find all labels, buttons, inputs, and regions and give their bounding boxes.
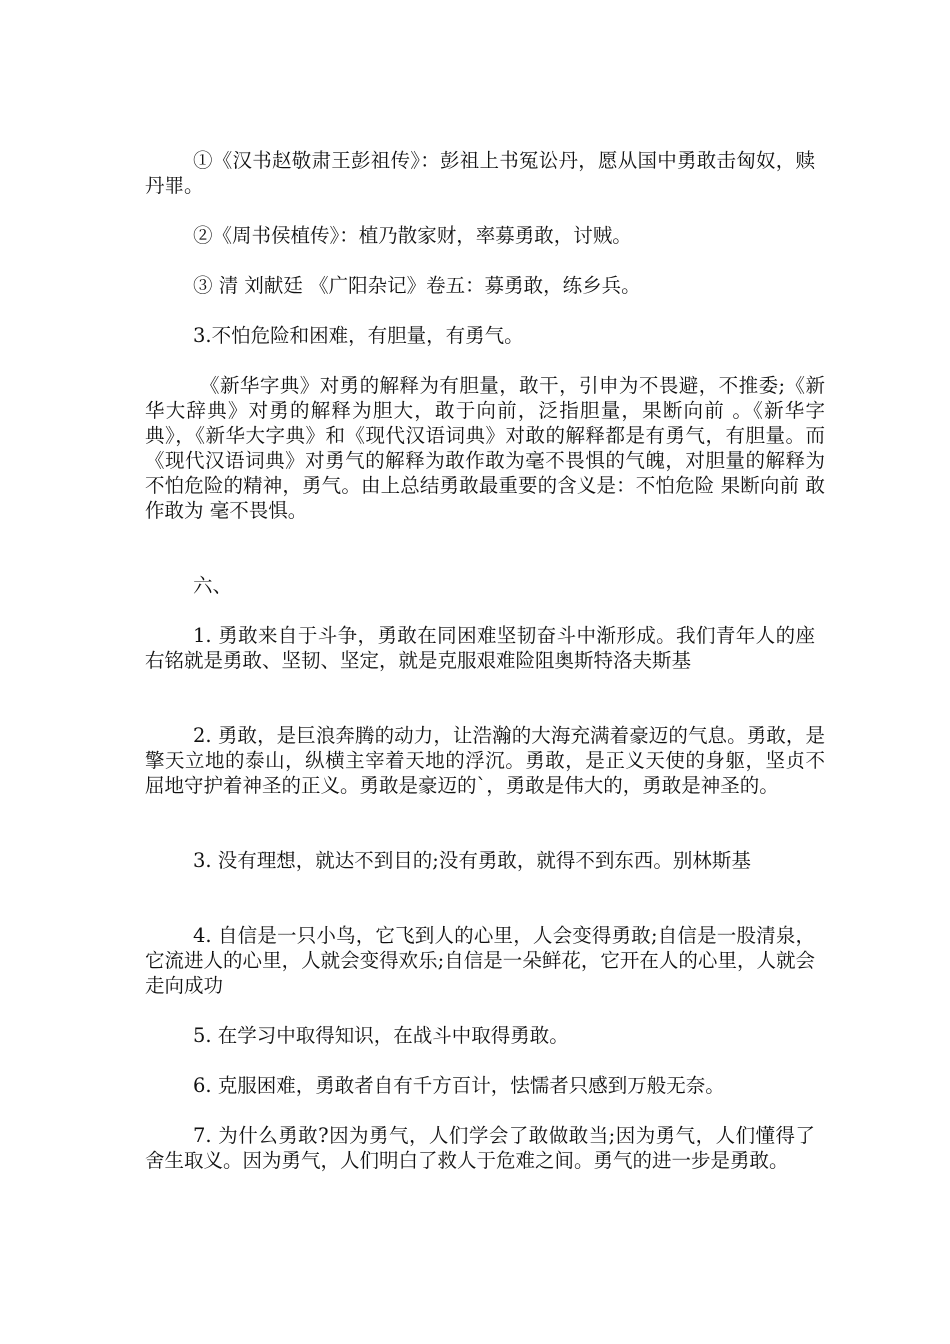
definition-item-3: 3.不怕危险和困难，有胆量，有勇气。 <box>193 324 524 347</box>
quote-guangyang-zaji: ③ 清 刘献廷 《广阳杂记》卷五：募勇敢，练乡兵。 <box>193 274 641 297</box>
quote-zhou-shu: ②《周书侯植传》：植乃散家财，率募勇敢，讨贼。 <box>193 224 632 247</box>
quote-item-3: 3. 没有理想，就达不到目的;没有勇敢，就得不到东西。别林斯基 <box>193 849 751 872</box>
section-heading-six: 六、 <box>193 574 233 597</box>
quote-han-shu: ①《汉书赵敬肃王彭祖传》：彭祖上书冤讼丹，愿从国中勇敢击匈奴，赎丹罪。 <box>145 149 815 197</box>
quote-item-6: 6. 克服困难，勇敢者自有千方百计，怯懦者只感到万般无奈。 <box>193 1074 725 1097</box>
quote-item-5: 5. 在学习中取得知识，在战斗中取得勇敢。 <box>193 1024 569 1047</box>
quote-item-1: 1. 勇敢来自于斗争，勇敢在同困难坚韧奋斗中渐形成。我们青年人的座右铭就是勇敢、坚韧、坚定，就是克服艰难险阻奥斯特洛夫斯基 <box>145 624 815 672</box>
quote-item-4: 4. 自信是一只小鸟，它飞到人的心里，人会变得勇敢;自信是一股清泉，它流进人的心里，人就会变得欢乐;自信是一朵鲜花，它开在人的心里，人就会走向成功 <box>145 924 815 997</box>
quote-item-2: 2. 勇敢，是巨浪奔腾的动力，让浩瀚的大海充满着豪迈的气息。勇敢，是擎天立地的泰山，纵横主宰着天地的浮沉。勇敢，是正义天使的身躯，坚贞不屈地守护着神圣的正义。勇敢是豪迈的`，勇敢是伟大的，勇敢是神圣的。 <box>145 724 825 797</box>
quote-item-7: 7. 为什么勇敢?因为勇气，人们学会了敢做敢当;因为勇气，人们懂得了舍生取义。因为勇气，人们明白了救人于危难之间。勇气的进一步是勇敢。 <box>145 1124 815 1172</box>
dictionary-explanation: 《新华字典》对勇的解释为有胆量，敢干，引申为不畏避，不推委;《新华大辞典》对勇的解释为胆大，敢于向前，泛指胆量，果断向前 。《新华字典》，《新华大字典》和《现代汉语词典》对敢的解释都是有勇气，有胆量。而《现代汉语词典》对勇气的解释为敢作敢为毫不畏惧的气魄，对胆量的解释为不怕危险的精神，勇气。由上总结勇敢最重要的含义是：不怕危险 果断向前 敢作敢为 毫不畏惧。 <box>145 374 825 522</box>
